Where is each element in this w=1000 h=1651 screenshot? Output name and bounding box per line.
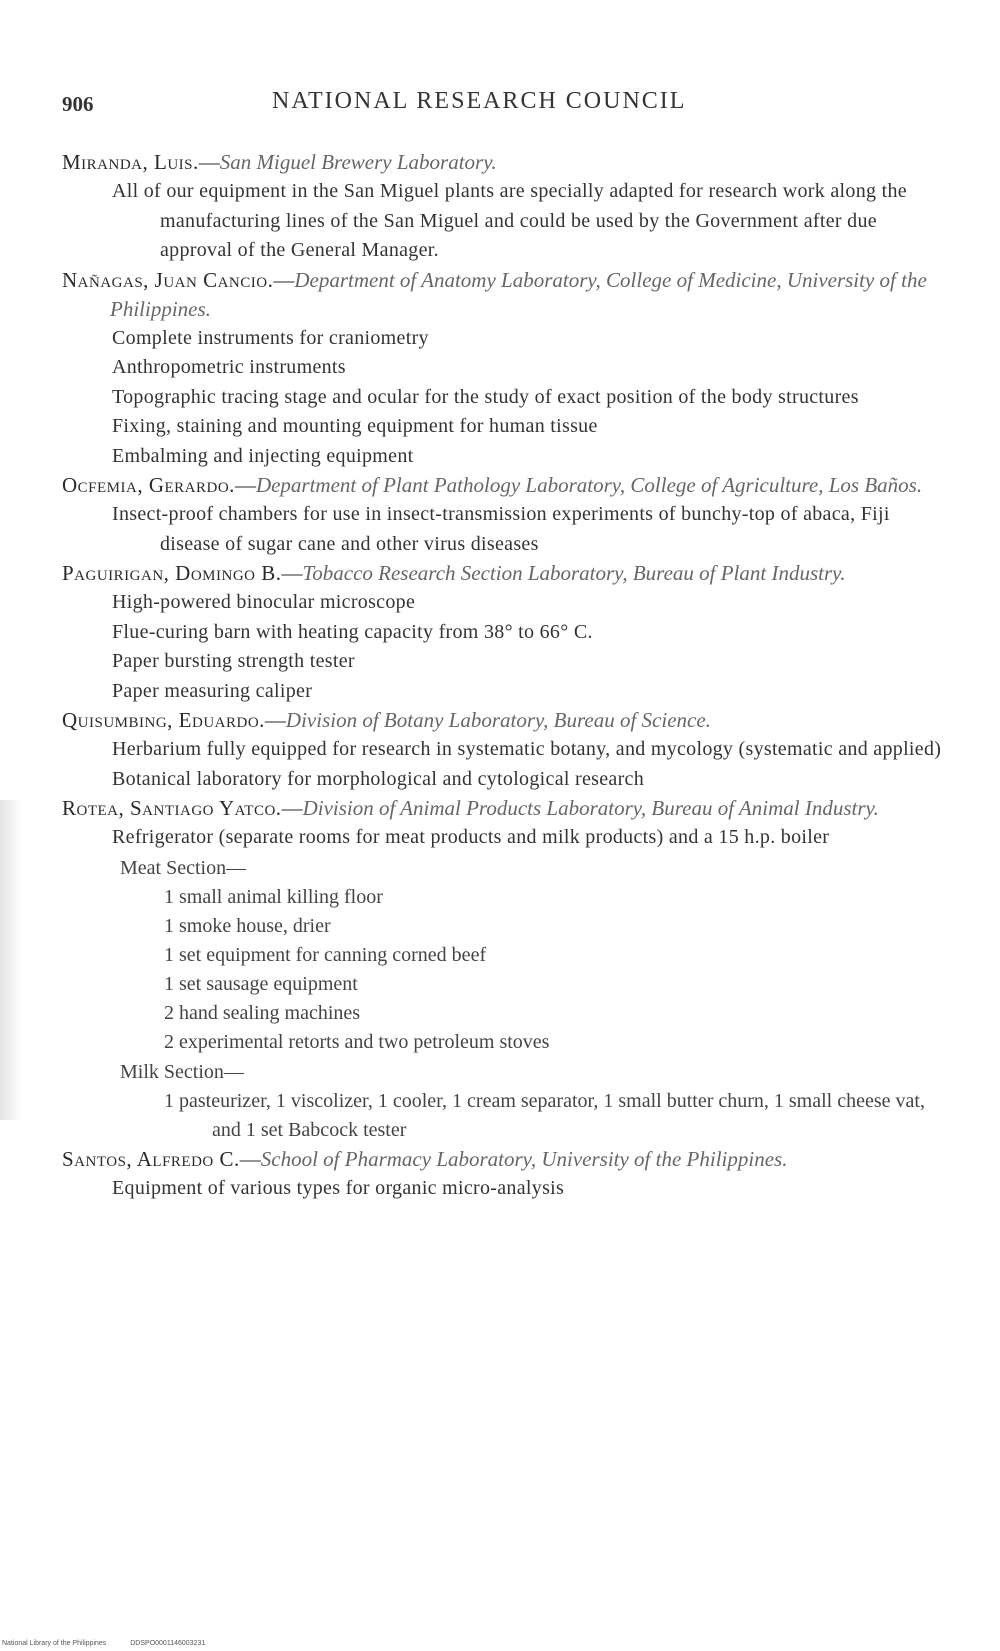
entry-heading: Miranda, Luis.—San Miguel Brewery Laboratory.	[62, 150, 497, 174]
equipment-item: Paper bursting strength tester	[112, 650, 355, 672]
footer-code: DDSPO0001146003231	[130, 1640, 206, 1647]
page-body	[62, 148, 942, 1203]
equipment-item: Anthropometric instruments	[112, 356, 346, 378]
laboratory-affiliation: Division of Animal Products Laboratory, Bureau of Animal Industry.	[302, 796, 879, 820]
researcher-name: Quisumbing, Eduardo.	[62, 708, 265, 732]
entry-nanagas	[62, 266, 942, 472]
meat-section-item: 1 set equipment for canning corned beef	[164, 943, 487, 966]
laboratory-affiliation: Department of Anatomy Laboratory, College of Medicine, University of the Philippines.	[110, 267, 927, 321]
laboratory-affiliation: School of Pharmacy Laboratory, University of the Philippines.	[260, 1146, 788, 1171]
entry-paguirigan	[62, 559, 942, 706]
equipment-item: Equipment of various types for organic micro-analysis	[112, 1176, 565, 1199]
page-header	[62, 88, 942, 122]
laboratory-affiliation: Tobacco Research Section Laboratory, Bureau of Plant Industry.	[302, 561, 846, 585]
researcher-name: Ocfemia, Gerardo.	[62, 473, 235, 497]
equipment-item: Embalming and injecting equipment	[112, 444, 414, 467]
entry-heading: Rotea, Santiago Yatco.—Division of Animal Products Laboratory, Bureau of Animal Industry.	[62, 796, 879, 820]
laboratory-affiliation: Division of Botany Laboratory, Bureau of Science.	[285, 708, 711, 732]
researcher-name: Rotea, Santiago Yatco.	[62, 796, 282, 820]
researcher-name: Paguirigan, Domingo B.	[62, 561, 282, 585]
laboratory-affiliation: Department of Plant Pathology Laboratory, College of Agriculture, Los Baños.	[255, 473, 923, 497]
equipment-item: All of our equipment in the San Miguel plants are specially adapted for research work along the manufacturing lines of the San Miguel and could be used by the Government after due approval of the General Manager.	[112, 180, 907, 261]
entry-rotea	[62, 794, 942, 1145]
entry-heading: Nañagas, Juan Cancio.—Department of Anatomy Laboratory, College of Medicine, University of the Philippines.	[62, 267, 927, 321]
equipment-item: Insect-proof chambers for use in insect-transmission experiments of bunchy-top of abaca, Fiji disease of sugar cane and other virus diseases	[112, 503, 890, 555]
meat-section-item: 2 experimental retorts and two petroleum stoves	[164, 1030, 550, 1053]
entry-quisumbing	[62, 706, 942, 794]
scan-footer	[2, 1640, 227, 1647]
milk-section-item: 1 pasteurizer, 1 viscolizer, 1 cooler, 1 cream separator, 1 small butter churn, 1 small cheese vat, and 1 set Babcock tester	[164, 1089, 925, 1141]
meat-section-item: 2 hand sealing machines	[164, 1001, 361, 1024]
meat-section-label: Meat Section—	[120, 856, 247, 879]
entry-ocfemia	[62, 471, 942, 559]
entry-heading: Quisumbing, Eduardo.—Division of Botany Laboratory, Bureau of Science.	[62, 708, 711, 732]
equipment-item: Paper measuring caliper	[112, 679, 313, 702]
entry-heading: Santos, Alfredo C.—School of Pharmacy Laboratory, University of the Philippines.	[62, 1146, 788, 1171]
entry-heading: Ocfemia, Gerardo.—Department of Plant Pathology Laboratory, College of Agriculture, Los Baños.	[62, 473, 923, 497]
laboratory-affiliation: San Miguel Brewery Laboratory.	[219, 150, 497, 174]
milk-section-label: Milk Section—	[120, 1060, 244, 1083]
equipment-item: Refrigerator (separate rooms for meat products and milk products) and a 15 h.p. boiler	[112, 826, 830, 848]
running-title: NATIONAL RESEARCH COUNCIL	[272, 88, 687, 114]
researcher-name: Santos, Alfredo C.	[62, 1146, 240, 1171]
equipment-item: Fixing, staining and mounting equipment for human tissue	[112, 415, 598, 437]
equipment-item: Flue-curing barn with heating capacity from 38° to 66° C.	[112, 620, 593, 643]
researcher-name: Nañagas, Juan Cancio.	[62, 267, 274, 292]
footer-source: National Library of the Philippines	[2, 1640, 107, 1647]
equipment-item: Herbarium fully equipped for research in systematic botany, and mycology (systematic and applied)	[112, 738, 942, 760]
entry-heading: Paguirigan, Domingo B.—Tobacco Research Section Laboratory, Bureau of Plant Industry.	[62, 561, 846, 585]
scan-shadow	[0, 800, 22, 1120]
page-number: 906	[62, 92, 94, 116]
researcher-name: Miranda, Luis.	[62, 150, 199, 174]
meat-section-item: 1 small animal killing floor	[164, 885, 383, 908]
entry-miranda	[62, 148, 942, 266]
equipment-item: Topographic tracing stage and ocular for the study of exact position of the body structures	[112, 385, 859, 408]
equipment-item: High-powered binocular microscope	[112, 591, 416, 613]
equipment-item: Complete instruments for craniometry	[112, 326, 429, 349]
meat-section-item: 1 smoke house, drier	[164, 914, 331, 937]
meat-section-item: 1 set sausage equipment	[164, 972, 358, 995]
entry-santos	[62, 1145, 942, 1204]
equipment-item: Botanical laboratory for morphological and cytological research	[112, 767, 645, 790]
